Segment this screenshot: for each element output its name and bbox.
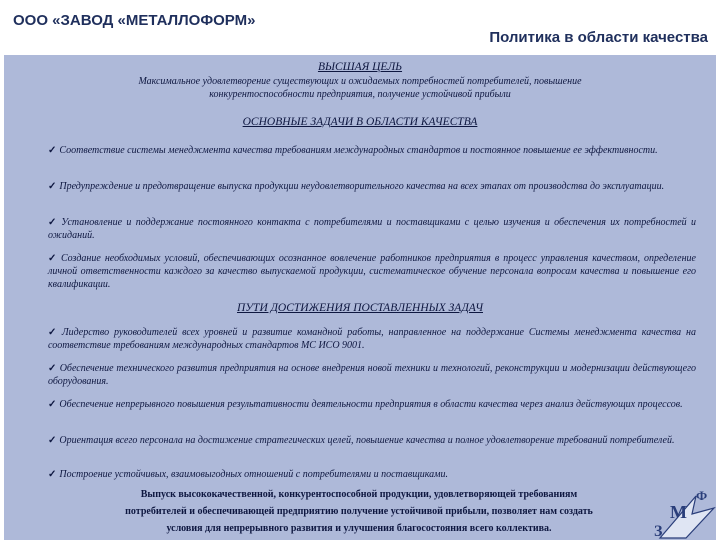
task-item-1: ✓ Соответствие системы менеджмента качества требованиям международных стандартов и постоянное повышение ее эффективности. xyxy=(48,145,658,156)
closing-line-3: условия для непрерывного развития и улучшения благосостояния всего коллектива. xyxy=(166,523,552,534)
goal-line-2: конкурентоспособности предприятия, получение устойчивой прибыли xyxy=(209,89,511,100)
check-icon: ✓ xyxy=(48,469,57,480)
path-item-4: ✓ Ориентация всего персонала на достижение стратегических целей, повышение качества и полное удовлетворение требований потребителей. xyxy=(48,435,675,446)
logo-letter-z: З xyxy=(654,523,663,540)
company-logo xyxy=(646,468,716,540)
check-icon: ✓ xyxy=(48,253,58,264)
task-item-3: ✓ Установление и поддержание постоянного контакта с потребителями и поставщиками с целью изучения и обеспечения их потребностей и ожиданий. xyxy=(48,217,696,241)
closing-line-1: Выпуск высококачественной, конкурентоспособной продукции, удовлетворяющей требованиям xyxy=(140,489,578,500)
check-icon: ✓ xyxy=(48,217,59,228)
logo-icon xyxy=(646,468,716,540)
task-item-4: ✓ Создание необходимых условий, обеспечивающих осознанное вовлечение работников предприятия в процесс управления качеством, определение личной ответственности каждого за качество выпускаемой продукции, систематическое обучение персонала вопросам качества и повышение его квалификации. xyxy=(48,253,696,290)
company-name: ООО «ЗАВОД «МЕТАЛЛОФОРМ» xyxy=(13,12,256,29)
check-icon: ✓ xyxy=(48,435,57,446)
task-item-2: ✓ Предупреждение и предотвращение выпуска продукции неудовлетворительного качества на всех этапах от производства до эксплуатации. xyxy=(48,181,665,192)
goal-line-1: Максимальное удовлетворение существующих и ожидаемых потребностей потребителей, повышение xyxy=(138,76,582,87)
path-item-5: ✓ Построение устойчивых, взаимовыгодных отношений с потребителями и поставщиками. xyxy=(48,469,449,480)
tasks-heading: ОСНОВНЫЕ ЗАДАЧИ В ОБЛАСТИ КАЧЕСТВА xyxy=(242,116,478,128)
check-icon: ✓ xyxy=(48,327,59,338)
paths-heading: ПУТИ ДОСТИЖЕНИЯ ПОСТАВЛЕННЫХ ЗАДАЧ xyxy=(237,302,483,314)
logo-letter-m: М xyxy=(670,502,687,522)
goal-heading: ВЫСШАЯ ЦЕЛЬ xyxy=(317,61,403,73)
check-icon: ✓ xyxy=(48,145,57,156)
check-icon: ✓ xyxy=(48,363,57,374)
closing-line-2: потребителей и обеспечивающей предприятию получение устойчивой прибыли, позволяет нам создать xyxy=(125,506,593,517)
check-icon: ✓ xyxy=(48,181,57,192)
path-item-2: ✓ Обеспечение технического развития предприятия на основе внедрения новой техники и технологий, реконструкции и модернизации действующего оборудования. xyxy=(48,363,696,387)
slide-title: Политика в области качества xyxy=(489,29,708,46)
logo-letter-f: Ф xyxy=(696,488,708,503)
content-panel xyxy=(4,55,716,540)
check-icon: ✓ xyxy=(48,399,57,410)
path-item-3: ✓ Обеспечение непрерывного повышения результативности деятельности предприятия в области качества через анализ действующих процессов. xyxy=(48,399,683,410)
path-item-1: ✓ Лидерство руководителей всех уровней и развитие командной работы, направленное на поддержание Системы менеджмента качества на соответствие требованиям международных стандартов МС ИСО 9001. xyxy=(48,327,696,351)
